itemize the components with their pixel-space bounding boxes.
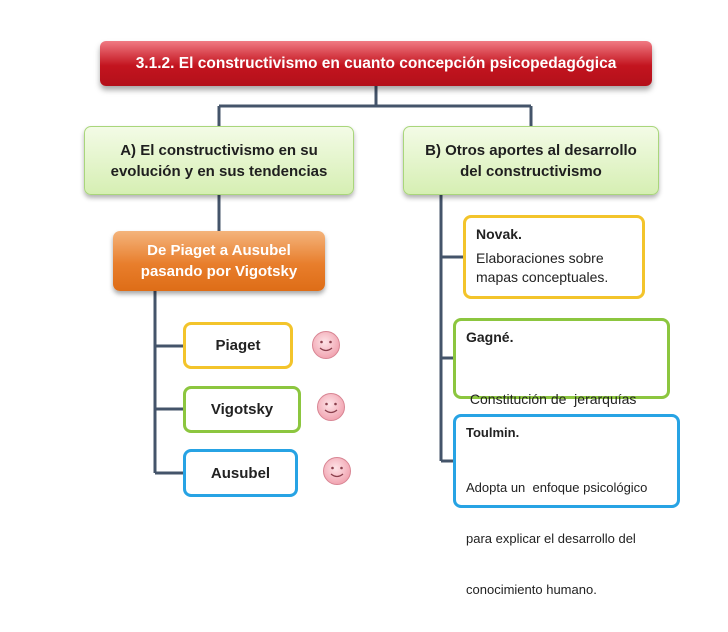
author-description-line: mapas conceptuales. — [476, 269, 609, 285]
branch-a-label-line2: evolución y en sus tendencias — [110, 162, 328, 180]
author-description-line: Adopta un enfoque psicológico — [466, 480, 648, 495]
author-description-line: para explicar el desarrollo del — [466, 531, 636, 546]
branch-b-box — [403, 126, 659, 195]
person-name: Vigotsky — [210, 401, 274, 418]
author-card-gagne — [453, 318, 670, 407]
sub-topic-line1: De Piaget a Ausubel — [147, 242, 291, 259]
person-box-piaget — [183, 322, 293, 369]
branch-a-label-line1: A) El constructivismo en su — [120, 141, 318, 159]
sub-topic-box — [113, 231, 325, 291]
branch-a-box — [84, 126, 354, 195]
smiley-face-icon — [316, 392, 346, 422]
smiley-face-icon — [322, 456, 352, 486]
map-title-box — [100, 41, 652, 86]
person-name: Piaget — [215, 337, 261, 354]
author-card-toulmin — [453, 414, 680, 597]
author-description — [476, 249, 632, 287]
author-description — [466, 445, 667, 632]
author-description-line: Elaboraciones sobre — [476, 250, 604, 266]
branch-b-label-line2: del constructivismo — [460, 162, 602, 180]
sub-topic-line2: pasando por Vigotsky — [140, 263, 298, 280]
author-description-line: conocimiento humano. — [466, 582, 597, 597]
author-name: Toulmin. — [466, 425, 520, 440]
smiley-face-icon — [311, 330, 341, 360]
author-name: Gagné. — [466, 329, 514, 345]
author-description-line: Constitución de jerarquías — [466, 391, 637, 407]
author-card-novak — [463, 215, 645, 299]
person-name: Ausubel — [210, 464, 271, 482]
branch-b-label-line1: B) Otros aportes al desarrollo — [425, 141, 637, 159]
person-box-ausubel — [183, 449, 298, 497]
person-box-vigotsky — [183, 386, 301, 433]
map-title: 3.1.2. El constructivismo en cuanto concepción psicopedagógica — [135, 54, 617, 72]
author-name: Novak. — [476, 226, 522, 242]
